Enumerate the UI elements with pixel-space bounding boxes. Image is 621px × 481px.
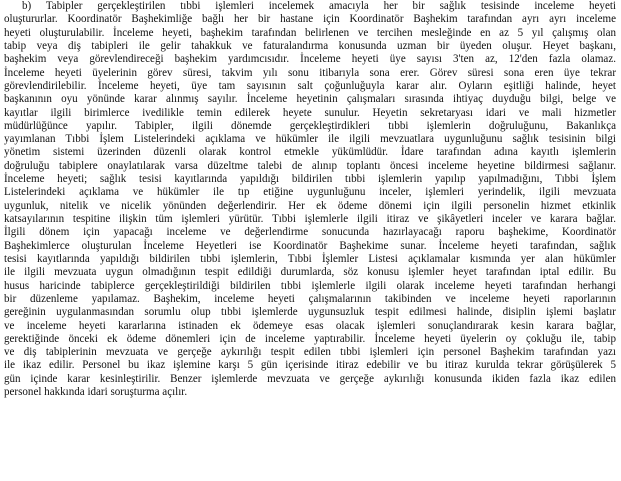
paragraph-line: ve inceleme heyeti kararlarına istinaden ek ödemeye esas olacak işlemleri sonuçlandırarak kesin karara bağlar, — [4, 319, 616, 332]
paragraph-line: ile ikaz edilir. Personel bu ikaz işlemine karşı 5 gün içerisinde itiraz edebilir ve bu itiraz kurulda tekrar görüşülerek 5 — [4, 359, 616, 372]
paragraph-line: İnceleme heyeti; sağlık tesisi kayıtlarında yapıldığı bildirilen tıbbi işlemlerin yapılıp yapılmadığını, Tıbbi İşlem — [4, 173, 616, 186]
paragraph-line: başkanının oyu yönünde karar alınmış sayılır. İnceleme heyetinin çalışmaları sırasında ihtiyaç duyduğu bilgi, belge ve — [4, 93, 616, 106]
paragraph-line: katsayılarının tespitine ilişkin tüm işlemleri yürütür. Tıbbi işlemlerle ilgili itiraz ve şikâyetleri inceler ve karara bağlar. — [4, 213, 616, 225]
paragraph-line: İlgili dönem için yapacağı inceleme ve değerlendirme sonucunda hazırlayacağı raporu başhekime, Koordinatör — [4, 226, 616, 239]
paragraph-line: doğruluğu tabiplere onaylatılarak varsa düzeltme talebi de alınıp toplantı öncesi inceleme heyetine bildirmesi sağlanır. — [4, 159, 616, 172]
paragraph-line: gerektiğinde önceki ek ödeme dönemleri için de inceleme yaptırabilir. İnceleme heyeti üyelerin oy çokluğu ile, tabip — [4, 332, 616, 345]
paragraph-line: İnceleme heyeti üyelerinin görev süresi, takvim yılı sonu itibarıyla sona erer. Görev süresi sona eren üye tekrar — [4, 66, 616, 79]
paragraph-line: yayımlanan Tıbbi İşlem Listelerindeki açıklama ve hükümler ile ilgili mevzuatlara uygunluğunu sağlık tesisinin bilgi — [4, 133, 616, 146]
paragraph-line: bir düzenleme yapılamaz. Başhekim, inceleme heyeti çalışmalarının takibinden ve inceleme heyeti raporlarının — [4, 292, 616, 305]
paragraph-line: b) Tabipler gerçekleştirilen tıbbi işlemleri incelemek amacıyla her bir sağlık tesisinde inceleme heyeti — [22, 0, 616, 12]
paragraph-line: kayıtlar ilgili birimlerce ivedilikle temin edilerek heyete sunulur. Heyetin sekretaryası idari ve mali hizmetler — [4, 106, 616, 119]
paragraph-line: Başhekimlerce oluşturulan İnceleme Heyetleri ise Koordinatör Başhekime sunar. İnceleme heyeti tarafından, sağlık — [4, 239, 616, 252]
paragraph-line: heyeti oluşturulabilir. İnceleme heyeti, başhekim tarafından belirlenen ve tercihen mesleğinde en az 5 yıl çalışmış olan — [4, 26, 616, 39]
paragraph-line: Listelerindeki açıklama ve hükümler ile tıp etiğine uygunluğunu inceler, işlemleri yerindelik, ilgili mevzuata — [4, 186, 616, 199]
paragraph-line: oluştururlar. Koordinatör Başhekimliğe bağlı her bir hastane için Koordinatör Başhekim tarafından ayrı ayrı inceleme — [4, 13, 616, 26]
paragraph-line: gün içinde karar kesinleştirilir. Benzer işlemlerde mevzuata ve gerçeğe aykırılığı konusunda ikiden fazla ikaz edilen — [4, 372, 616, 385]
paragraph-line: müdürlüğünce yapılır. Tabipler, ilgili dönemde gerçekleştirdikleri tıbbi işlemlerin doğruluğunu, Bakanlıkça — [4, 119, 616, 132]
document-body — [4, 0, 616, 399]
paragraph-line: yönetim sistemi üzerinden düzenli olarak kontrol etmekle yükümlüdür. İdare tarafından adına kayıtlı işlemlerin — [4, 146, 616, 159]
paragraph-line: tabip veya diş tabipleri ile gelir tahakkuk ve faturalandırma konusunda uzman bir üyeden oluşur. Heyet başkanı, — [4, 39, 616, 52]
paragraph-line: personel hakkında idari soruşturma açılır. — [4, 386, 188, 399]
paragraph-line: başhekim veya görevlendireceği başhekim yardımcısıdır. İnceleme heyeti üye sayısı 3'ten az, 12'den fazla olamaz. — [4, 53, 616, 66]
paragraph-line: husus haricinde tabiplerce gerçekleştirildiği bildirilen tıbbi işlemlerle ilgili olarak inceleme heyeti tarafından herhangi — [4, 279, 616, 292]
paragraph-line: tesisi kayıtlarında yapıldığı bildirilen tıbbi işlemlerin, Tıbbi İşlemler Listesi açıklamalar kısmında yer alan hükümler — [4, 252, 616, 265]
paragraph-line: gereğinin uygulanmasından sorumlu olup tıbbi işlemlerde uygunsuzluk tespit edilmesi halinde, disiplin işlemi başlatır — [4, 306, 616, 319]
paragraph-line: uygunluk, nitelik ve nicelik yönünden değerlendirir. Her ek ödeme dönemi için ilgili personelin hizmet etkinlik — [4, 199, 616, 212]
paragraph-line: ile ilgili mevzuata uygun olmadığının tespit edildiği durumlarda, söz konusu işlemler heyet tarafından iptal edilir. Bu — [4, 266, 616, 279]
paragraph-line: görevlendirilebilir. İnceleme heyeti, üye tam sayısının salt çoğunluğuyla karar alır. Oyların eşitliği halinde, heyet — [4, 79, 616, 92]
paragraph-line: ve diş tabiplerinin mevzuata ve gerçeğe aykırılığı tespit edilen tıbbi işlemleri için personel Başhekim tarafından yazı — [4, 346, 616, 359]
